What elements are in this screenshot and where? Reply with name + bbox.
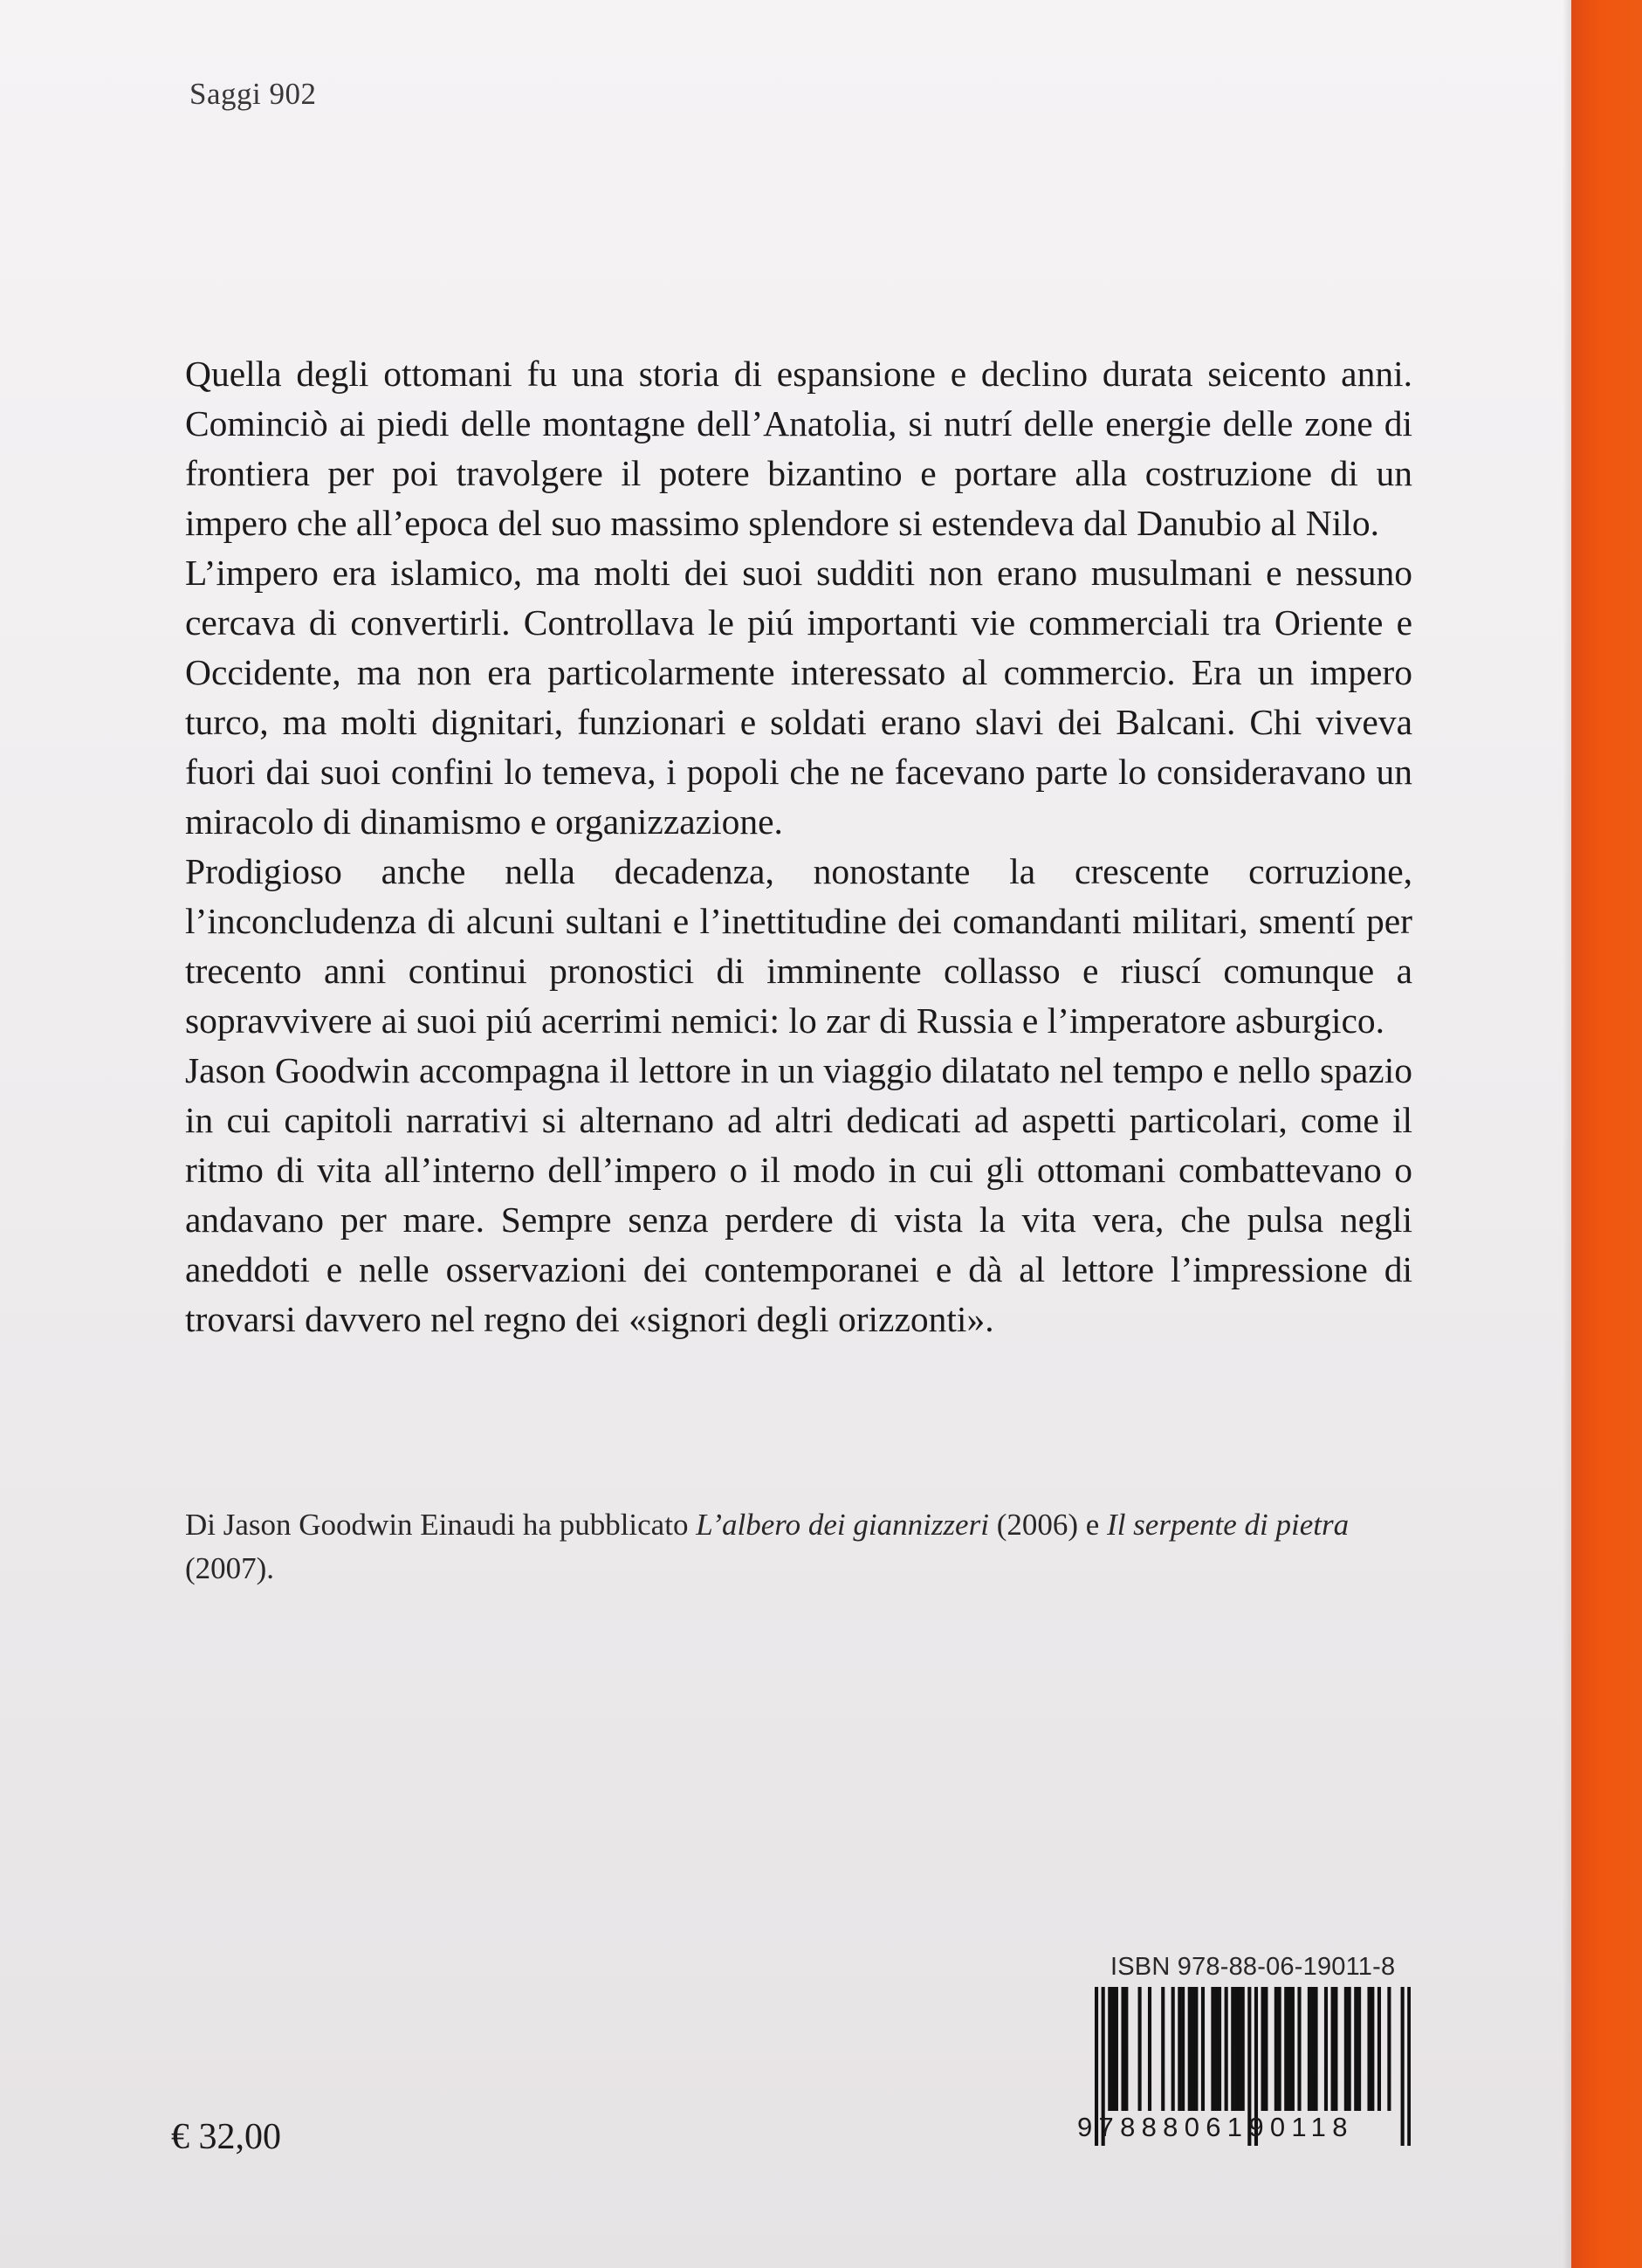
other-works-title-2: Il serpente di pietra — [1107, 1508, 1350, 1542]
barcode-bar — [1377, 1987, 1381, 2111]
barcode-bar — [1331, 1987, 1335, 2111]
barcode-bar — [1121, 1987, 1124, 2111]
barcode-bar — [1354, 1987, 1357, 2111]
barcode-bar — [1138, 1987, 1142, 2111]
series-label: Saggi 902 — [189, 77, 317, 111]
barcode-bar — [1124, 1987, 1128, 2111]
barcode-bar — [1234, 1987, 1238, 2111]
barcode-bar — [1297, 1987, 1301, 2111]
barcode-bar — [1264, 1987, 1268, 2111]
barcode-bar — [1218, 1987, 1221, 2111]
other-works-prefix: Di Jason Goodwin Einaudi ha pubblicato — [185, 1508, 697, 1542]
price: € 32,00 — [171, 2117, 281, 2157]
blurb — [185, 349, 1412, 1344]
barcode-bar — [1357, 1987, 1361, 2111]
other-works-year-2: (2007). — [185, 1551, 275, 1585]
barcode-bar — [1348, 1987, 1351, 2111]
barcode-bar — [1161, 1987, 1165, 2111]
barcode-bar — [1241, 1987, 1245, 2111]
barcode-bar — [1334, 1987, 1337, 2111]
barcode-bar — [1324, 1987, 1328, 2111]
barcode-bar — [1211, 1987, 1214, 2111]
barcode-bar — [1308, 1987, 1311, 2111]
barcode-bar — [1181, 1987, 1185, 2111]
barcode-bar — [1192, 1987, 1195, 2111]
barcode-bar — [1225, 1987, 1228, 2111]
orange-spine — [1571, 0, 1642, 2268]
barcode-bar — [1178, 1987, 1181, 2111]
other-works-year-1: (2006) e — [988, 1508, 1108, 1542]
barcode-bar — [1194, 1987, 1198, 2111]
barcode-bar — [1261, 1987, 1265, 2111]
blurb-paragraph: L’impero era islamico, ma molti dei suoi sudditi non erano musulmani e nessuno cercava di convertirli. Controllava le piú importanti vie commerciali tra Oriente e Occidente, ma non era particolarmente interessato al commercio. Era un impero turco, ma molti dignitari, funzionari e soldati erano slavi dei Balcani. Chi viveva fuori dai suoi confini lo temeva, i popoli che ne facevano parte lo consideravano un miracolo di dinamismo e organizzazione. — [185, 553, 1412, 842]
blurb-paragraph: Prodigioso anche nella decadenza, nonostante la crescente corruzione, l’inconcludenza di alcuni sultani e l’inettitudine dei comandanti militari, smentí per trecento anni continui pronostici di imminente collasso e riuscí comunque a sopravvivere ai suoi piú acerrimi nemici: lo zar di Russia e l’imperatore asburgico. — [185, 851, 1412, 1041]
barcode-bar — [1171, 1987, 1175, 2111]
barcode-bar — [1274, 1987, 1278, 2111]
barcode-bar — [1238, 1987, 1241, 2111]
barcode-bar — [1311, 1987, 1315, 2111]
barcode-bar — [1148, 1987, 1151, 2111]
blurb-paragraph: Quella degli ottomani fu una storia di espansione e declino durata seicento anni. Cominciò ai piedi delle montagne dell’Anatolia, si nutrí delle energie delle zone di frontiera per poi travolgere il potere bizantino e portare alla costruzione di un impero che all’epoca del suo massimo splendore si estendeva dal Danubio al Nilo. — [185, 354, 1412, 543]
isbn-label: ISBN 978-88-06-19011-8 — [1110, 1953, 1396, 1981]
barcode-bar — [1111, 1987, 1115, 2111]
blurb-paragraph: Jason Goodwin accompagna il lettore in un viaggio dilatato nel tempo e nello spazio in cui capitoli narrativi si alternano ad altri dedicati ad aspetti particolari, come il ritmo di vita all’interno dell’impero o il modo in cui gli ottomani combattevano o andavano per mare. Sempre senza perdere di vista la vita vera, che pulsa negli aneddoti e nelle osservazioni dei contemporanei e dà al lettore l’impressione di trovarsi davvero nel regno dei «signori degli orizzonti». — [185, 1050, 1412, 1339]
other-works-title-1: L’albero dei giannizzeri — [696, 1508, 989, 1542]
barcode-bar — [1278, 1987, 1281, 2111]
barcode-bar — [1108, 1987, 1111, 2111]
barcode-bar — [1214, 1987, 1218, 2111]
barcode-bar — [1231, 1987, 1234, 2111]
barcode-bar — [1314, 1987, 1317, 2111]
barcode-bar — [1344, 1987, 1348, 2111]
barcode-bar — [1371, 1987, 1374, 2111]
barcode-bar — [1288, 1987, 1291, 2111]
barcode-bar — [1115, 1987, 1118, 2111]
barcode-bar — [1367, 1987, 1371, 2111]
other-works-note — [185, 1503, 1416, 1591]
barcode-bar — [1387, 1987, 1391, 2111]
barcode-bar — [1201, 1987, 1205, 2111]
barcode-bar — [1284, 1987, 1288, 2111]
barcode-bar — [1188, 1987, 1192, 2111]
barcode-digits: 9788806190118 — [1077, 2112, 1354, 2142]
barcode-bar — [1291, 1987, 1295, 2111]
